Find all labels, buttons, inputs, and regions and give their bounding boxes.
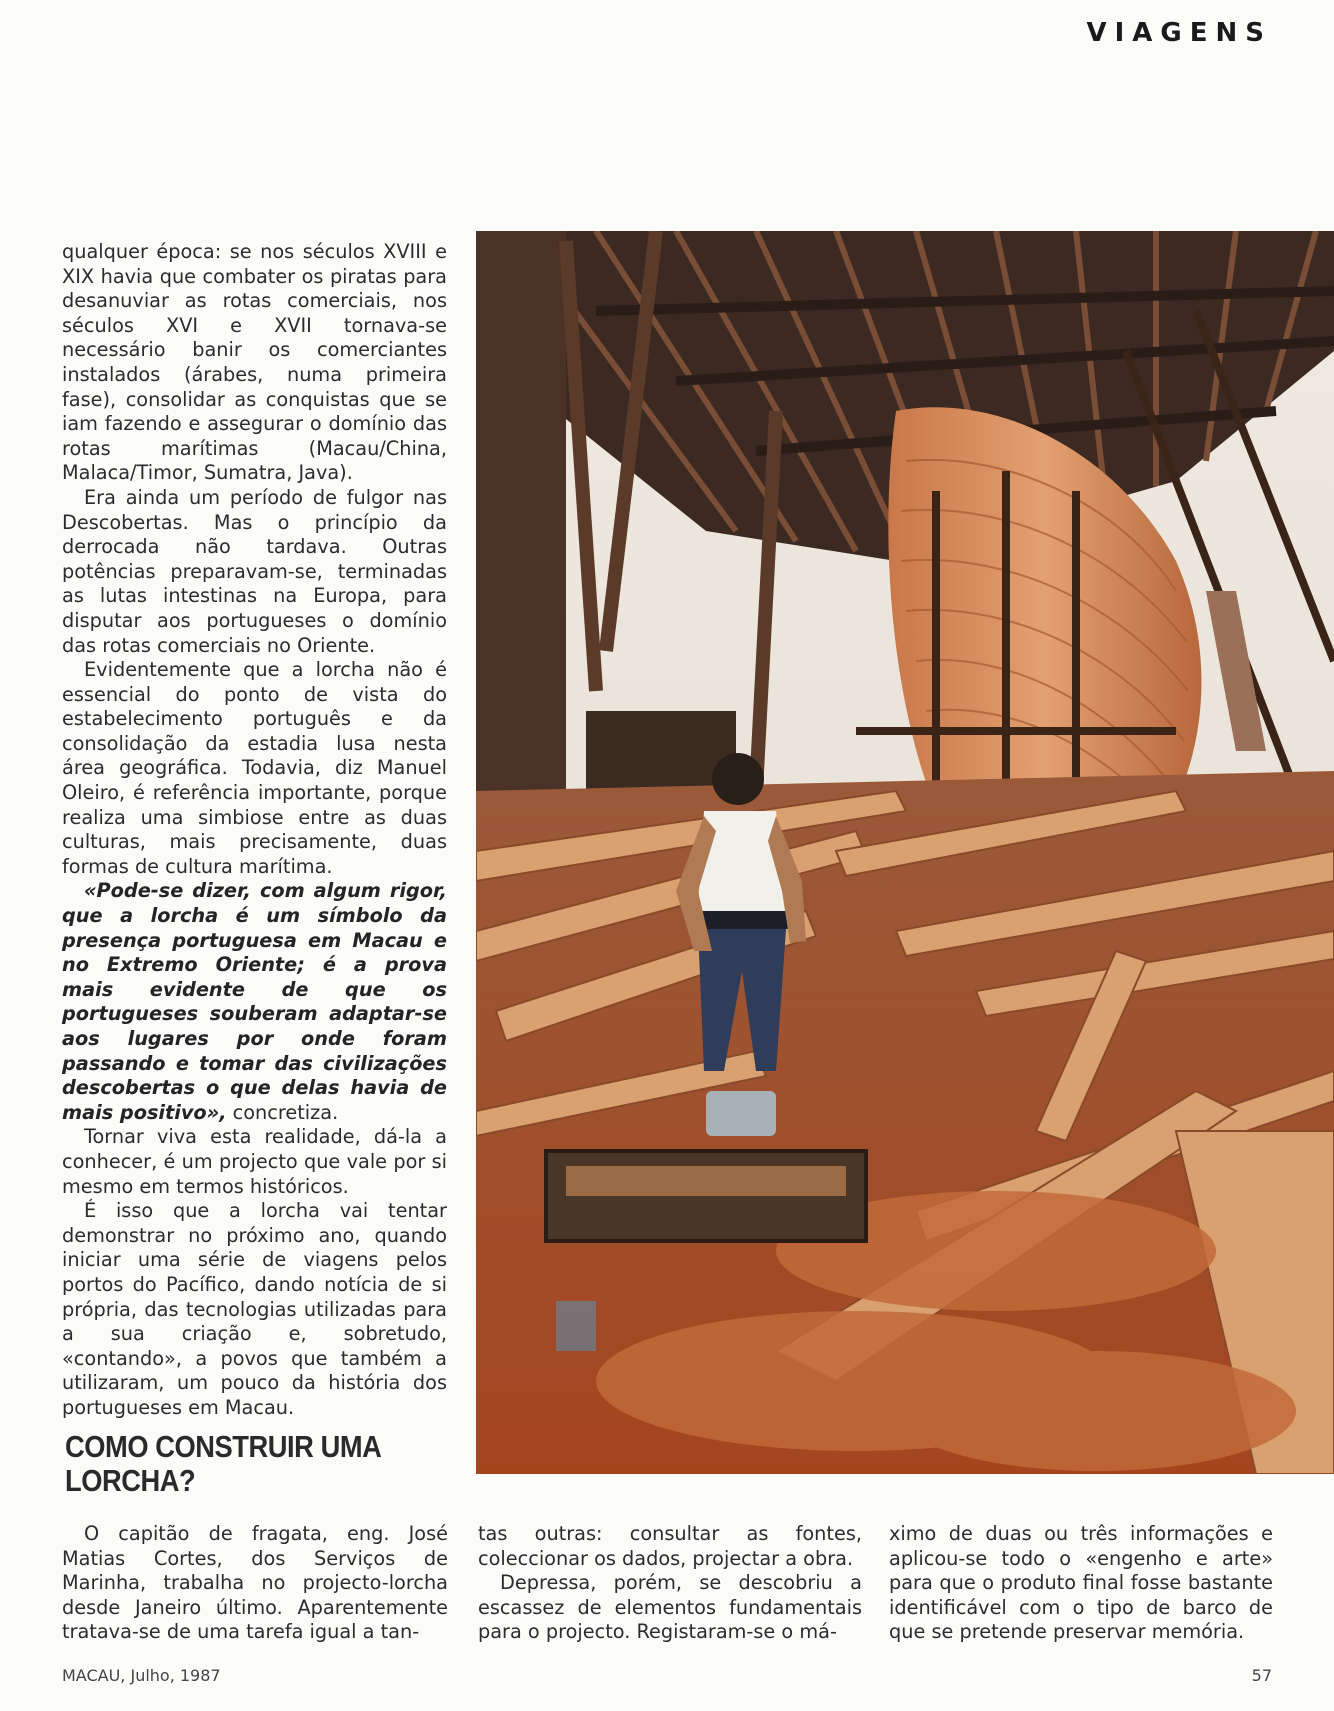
paragraph-4: Tornar viva esta realidade, dá-la a conhecer, é um projecto que vale por si mesmo em termos históricos.: [62, 1125, 447, 1198]
bottom-column-1: [62, 1522, 448, 1645]
subheading: [65, 1430, 381, 1498]
bottom-paragraph-2: tas outras: consultar as fontes, coleccionar os dados, projectar a obra.: [478, 1522, 862, 1570]
footer-publication: MACAU, Julho, 1987: [62, 1666, 221, 1685]
bottom-paragraph-3: Depressa, porém, se descobriu a escassez de elementos fundamentais para o projecto. Registaram-se o má-: [478, 1571, 862, 1644]
subheading-line-2: LORCHA?: [65, 1463, 196, 1498]
paragraph-5: É isso que a lorcha vai tentar demonstrar no próximo ano, quando iniciar uma série de viagens pelos portos do Pacífico, dando notícia de si própria, das tecnologias utilizadas para a sua criação e, sobretudo, «contando», a povos que também a utilizaram, um pouco da história dos portugueses em Macau.: [62, 1199, 447, 1419]
bottom-column-3: [889, 1522, 1273, 1645]
paragraph-2: Era ainda um período de fulgor nas Descobertas. Mas o princípio da derrocada não tardava. Outras potências preparavam-se, terminadas as lutas intestinas na Europa, para disputar aos portugueses o domínio das rotas comerciais no Oriente.: [62, 485, 447, 657]
bottom-paragraph-1: O capitão de fragata, eng. José Matias Cortes, dos Serviços de Marinha, trabalha no projecto-lorcha desde Janeiro último. Aparentemente tratava-se de uma tarefa igual a tan-: [62, 1522, 448, 1644]
quote-paragraph: [62, 879, 447, 1125]
left-text-column: [62, 240, 447, 1421]
shipyard-photo: [476, 231, 1334, 1474]
paragraph-1: qualquer época: se nos séculos XVIII e XIX havia que combater os piratas para desanuviar as rotas comerciais, nos séculos XVI e XVII tornava-se necessário banir os comerciantes instalados (árabes, numa primeira fase), consolidar as conquistas que se iam fazendo e assegurar o domínio das rotas marítimas (Macau/China, Malaca/Timor, Sumatra, Java).: [62, 240, 447, 485]
quote-attribution: concretiza.: [226, 1100, 339, 1124]
planer-machine: [706, 1091, 776, 1136]
paragraph-3: Evidentemente que a lorcha não é essencial do ponto de vista do estabelecimento português e da consolidação da estadia lusa nesta área geográfica. Todavia, diz Manuel Oleiro, é referência importante, porque realiza uma simbiose entre as duas culturas, mais precisamente, duas formas de cultura marítima.: [62, 658, 447, 878]
quote-text: «Pode-se dizer, com algum rigor, que a lorcha é um símbolo da presença portuguesa em Macau e no Extremo Oriente; é a prova mais evidente de que os portugueses souberam adaptar-se aos lugares por onde foram passando e tomar das civilizações descobertas o que delas havia de mais positivo»,: [62, 879, 447, 1124]
section-label: VIAGENS: [1086, 18, 1272, 48]
bottom-paragraph-4: ximo de duas ou três informações e aplicou-se todo o «engenho e arte» para que o produto final fosse bastante identificável com o tipo de barco de que se pretende preservar memória.: [889, 1522, 1273, 1644]
subheading-line-1: COMO CONSTRUIR UMA: [65, 1429, 382, 1464]
bottom-column-2: [478, 1522, 862, 1645]
page-number: 57: [1251, 1666, 1272, 1685]
shipyard-illustration: [476, 231, 1334, 1474]
